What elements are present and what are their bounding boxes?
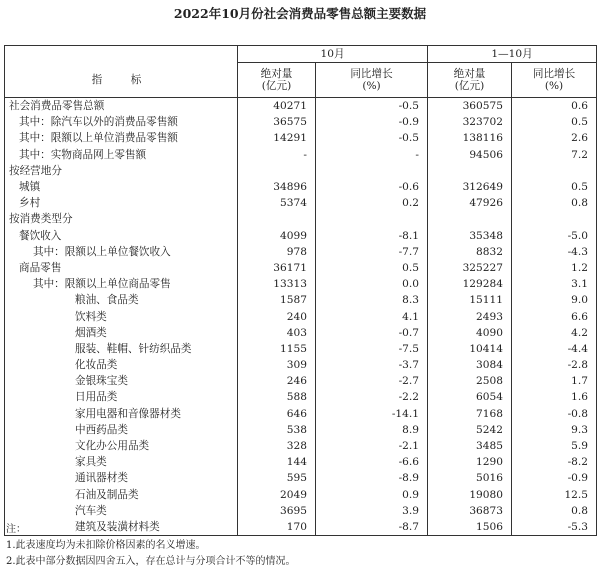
ytd-abs-value: 7168 bbox=[428, 406, 512, 422]
indicator-header-top bbox=[5, 46, 238, 63]
oct-abs-value: 36575 bbox=[238, 114, 316, 130]
ytd-yoy-value: 1.2 bbox=[512, 260, 597, 276]
ytd-abs-value: 2493 bbox=[428, 308, 512, 324]
oct-abs-value: 14291 bbox=[238, 130, 316, 146]
row-label: 金银珠宝类 bbox=[5, 373, 238, 389]
oct-yoy-value bbox=[316, 163, 428, 179]
table-title: 2022年10月份社会消费品零售总额主要数据 bbox=[173, 6, 427, 21]
table-row bbox=[5, 228, 597, 244]
oct-abs-value: 40271 bbox=[238, 98, 316, 115]
header-ytd-yoy: 同比增长 (%) bbox=[512, 63, 597, 98]
oct-abs-value: 2049 bbox=[238, 487, 316, 503]
table-row bbox=[5, 195, 597, 211]
ytd-yoy-value: 0.8 bbox=[512, 195, 597, 211]
row-label: 饮料类 bbox=[5, 308, 238, 324]
notes-heading: 注： bbox=[6, 524, 26, 535]
row-label: 文化办公用品类 bbox=[5, 438, 238, 454]
oct-yoy-value: - bbox=[316, 147, 428, 163]
oct-yoy-value: -0.6 bbox=[316, 179, 428, 195]
row-label: 按消费类型分 bbox=[5, 211, 238, 227]
ytd-abs-value: 3084 bbox=[428, 357, 512, 373]
ytd-yoy-value: 3.1 bbox=[512, 276, 597, 292]
row-label: 家具类 bbox=[5, 454, 238, 470]
ytd-abs-value: 2508 bbox=[428, 373, 512, 389]
table-row bbox=[5, 98, 597, 115]
ytd-abs-value: 36873 bbox=[428, 503, 512, 519]
oct-abs-value: 1587 bbox=[238, 292, 316, 308]
oct-yoy-value: 0.2 bbox=[316, 195, 428, 211]
table-row bbox=[5, 147, 597, 163]
ytd-yoy-value: 6.6 bbox=[512, 308, 597, 324]
ytd-abs-value: 5016 bbox=[428, 470, 512, 486]
table-row bbox=[5, 292, 597, 308]
ytd-abs-value: 312649 bbox=[428, 179, 512, 195]
oct-abs-value: 538 bbox=[238, 422, 316, 438]
oct-abs-value: 34896 bbox=[238, 179, 316, 195]
ytd-abs-value: 3485 bbox=[428, 438, 512, 454]
table-row bbox=[5, 357, 597, 373]
ytd-yoy-value: -0.9 bbox=[512, 470, 597, 486]
row-label: 化妆品类 bbox=[5, 357, 238, 373]
table-row bbox=[5, 114, 597, 130]
ytd-abs-value: 15111 bbox=[428, 292, 512, 308]
ytd-abs-value: 129284 bbox=[428, 276, 512, 292]
ytd-yoy-value: -0.8 bbox=[512, 406, 597, 422]
ytd-yoy-value: 4.2 bbox=[512, 325, 597, 341]
ytd-abs-value: 1290 bbox=[428, 454, 512, 470]
ytd-yoy-value: -4.3 bbox=[512, 244, 597, 260]
header-ytd-abs: 绝对量 (亿元) bbox=[428, 63, 512, 98]
oct-abs-value: 403 bbox=[238, 325, 316, 341]
row-label: 家用电器和音像器材类 bbox=[5, 406, 238, 422]
table-row bbox=[5, 163, 597, 179]
row-label: 其中：限额以上单位餐饮收入 bbox=[5, 244, 238, 260]
row-label: 建筑及装潢材料类 bbox=[5, 519, 238, 536]
oct-abs-value: 240 bbox=[238, 308, 316, 324]
oct-yoy-value bbox=[316, 211, 428, 227]
oct-abs-value: 144 bbox=[238, 454, 316, 470]
oct-abs-value: 246 bbox=[238, 373, 316, 389]
indicator-header: 指 标 bbox=[5, 63, 238, 98]
oct-yoy-value: -6.6 bbox=[316, 454, 428, 470]
oct-abs-value: 588 bbox=[238, 389, 316, 405]
row-label: 商品零售 bbox=[5, 260, 238, 276]
oct-yoy-value: -2.1 bbox=[316, 438, 428, 454]
notes bbox=[6, 522, 296, 570]
ytd-abs-value: 94506 bbox=[428, 147, 512, 163]
oct-abs-value: 309 bbox=[238, 357, 316, 373]
oct-yoy-value: 8.9 bbox=[316, 422, 428, 438]
ytd-yoy-value: 9.0 bbox=[512, 292, 597, 308]
oct-yoy-value: 3.9 bbox=[316, 503, 428, 519]
table-row bbox=[5, 454, 597, 470]
row-label: 日用品类 bbox=[5, 389, 238, 405]
oct-abs-value: 328 bbox=[238, 438, 316, 454]
ytd-abs-value: 5242 bbox=[428, 422, 512, 438]
table-row bbox=[5, 260, 597, 276]
ytd-abs-value bbox=[428, 211, 512, 227]
oct-abs-value: 170 bbox=[238, 519, 316, 536]
oct-yoy-value: -0.7 bbox=[316, 325, 428, 341]
oct-yoy-value: -8.1 bbox=[316, 228, 428, 244]
ytd-yoy-value: 0.5 bbox=[512, 114, 597, 130]
oct-abs-value: 595 bbox=[238, 470, 316, 486]
ytd-yoy-value bbox=[512, 163, 597, 179]
note-2: 2.此表中部分数据因四舍五入，存在总计与分项合计不等的情况。 bbox=[6, 556, 296, 567]
oct-abs-value bbox=[238, 163, 316, 179]
oct-yoy-value: 0.0 bbox=[316, 276, 428, 292]
table-row bbox=[5, 389, 597, 405]
header-oct: 10月 bbox=[238, 46, 428, 63]
row-label: 其中：实物商品网上零售额 bbox=[5, 147, 238, 163]
oct-yoy-value: -7.7 bbox=[316, 244, 428, 260]
table-row bbox=[5, 244, 597, 260]
ytd-abs-value: 138116 bbox=[428, 130, 512, 146]
oct-abs-value: 36171 bbox=[238, 260, 316, 276]
oct-abs-value: 5374 bbox=[238, 195, 316, 211]
ytd-abs-value: 1506 bbox=[428, 519, 512, 536]
ytd-yoy-value bbox=[512, 211, 597, 227]
table-row bbox=[5, 373, 597, 389]
oct-abs-value: 3695 bbox=[238, 503, 316, 519]
oct-yoy-value: -14.1 bbox=[316, 406, 428, 422]
ytd-abs-value: 360575 bbox=[428, 98, 512, 115]
oct-yoy-value: 0.5 bbox=[316, 260, 428, 276]
ytd-abs-value: 19080 bbox=[428, 487, 512, 503]
note-1: 1.此表速度均为未扣除价格因素的名义增速。 bbox=[6, 540, 206, 551]
ytd-yoy-value: -5.0 bbox=[512, 228, 597, 244]
table-row bbox=[5, 341, 597, 357]
table-row bbox=[5, 503, 597, 519]
header-ytd: 1—10月 bbox=[428, 46, 597, 63]
table-row bbox=[5, 422, 597, 438]
ytd-yoy-value: 7.2 bbox=[512, 147, 597, 163]
row-label: 通讯器材类 bbox=[5, 470, 238, 486]
oct-yoy-value: 0.9 bbox=[316, 487, 428, 503]
table-row bbox=[5, 406, 597, 422]
table-row bbox=[5, 325, 597, 341]
ytd-yoy-value: -5.3 bbox=[512, 519, 597, 536]
ytd-yoy-value: 12.5 bbox=[512, 487, 597, 503]
oct-yoy-value: -3.7 bbox=[316, 357, 428, 373]
ytd-abs-value: 47926 bbox=[428, 195, 512, 211]
oct-yoy-value: -0.5 bbox=[316, 130, 428, 146]
oct-yoy-value: -0.5 bbox=[316, 98, 428, 115]
oct-abs-value: - bbox=[238, 147, 316, 163]
table-row bbox=[5, 211, 597, 227]
oct-abs-value: 13313 bbox=[238, 276, 316, 292]
ytd-abs-value: 8832 bbox=[428, 244, 512, 260]
ytd-yoy-value: 0.8 bbox=[512, 503, 597, 519]
ytd-yoy-value: 2.6 bbox=[512, 130, 597, 146]
header-oct-abs: 绝对量 (亿元) bbox=[238, 63, 316, 98]
oct-yoy-value: -7.5 bbox=[316, 341, 428, 357]
oct-yoy-value: 4.1 bbox=[316, 308, 428, 324]
oct-abs-value: 646 bbox=[238, 406, 316, 422]
row-label: 服装、鞋帽、针纺织品类 bbox=[5, 341, 238, 357]
ytd-yoy-value: -2.8 bbox=[512, 357, 597, 373]
ytd-abs-value: 10414 bbox=[428, 341, 512, 357]
ytd-abs-value: 323702 bbox=[428, 114, 512, 130]
table-row bbox=[5, 308, 597, 324]
ytd-yoy-value: 1.7 bbox=[512, 373, 597, 389]
ytd-yoy-value: 0.5 bbox=[512, 179, 597, 195]
header-oct-yoy: 同比增长 (%) bbox=[316, 63, 428, 98]
ytd-yoy-value: -4.4 bbox=[512, 341, 597, 357]
ytd-yoy-value: 1.6 bbox=[512, 389, 597, 405]
row-label: 烟酒类 bbox=[5, 325, 238, 341]
table-row bbox=[5, 130, 597, 146]
ytd-abs-value: 6054 bbox=[428, 389, 512, 405]
ytd-abs-value: 35348 bbox=[428, 228, 512, 244]
row-label: 其中：限额以上单位消费品零售额 bbox=[5, 130, 238, 146]
oct-yoy-value: -0.9 bbox=[316, 114, 428, 130]
oct-yoy-value: -8.7 bbox=[316, 519, 428, 536]
ytd-yoy-value: 9.3 bbox=[512, 422, 597, 438]
oct-abs-value: 978 bbox=[238, 244, 316, 260]
ytd-yoy-value: 0.6 bbox=[512, 98, 597, 115]
ytd-abs-value bbox=[428, 163, 512, 179]
row-label: 其中：限额以上单位商品零售 bbox=[5, 276, 238, 292]
oct-abs-value bbox=[238, 211, 316, 227]
table-row bbox=[5, 179, 597, 195]
oct-yoy-value: -2.7 bbox=[316, 373, 428, 389]
row-label: 乡村 bbox=[5, 195, 238, 211]
row-label: 城镇 bbox=[5, 179, 238, 195]
table-row bbox=[5, 438, 597, 454]
ytd-yoy-value: -8.2 bbox=[512, 454, 597, 470]
oct-yoy-value: -8.9 bbox=[316, 470, 428, 486]
row-label: 石油及制品类 bbox=[5, 487, 238, 503]
table-row bbox=[5, 276, 597, 292]
ytd-yoy-value: 5.9 bbox=[512, 438, 597, 454]
row-label: 汽车类 bbox=[5, 503, 238, 519]
table-row bbox=[5, 487, 597, 503]
ytd-abs-value: 4090 bbox=[428, 325, 512, 341]
table-row bbox=[5, 470, 597, 486]
ytd-abs-value: 325227 bbox=[428, 260, 512, 276]
oct-yoy-value: -2.2 bbox=[316, 389, 428, 405]
retail-sales-table bbox=[4, 45, 597, 536]
row-label: 粮油、食品类 bbox=[5, 292, 238, 308]
row-label: 餐饮收入 bbox=[5, 228, 238, 244]
oct-abs-value: 1155 bbox=[238, 341, 316, 357]
row-label: 社会消费品零售总额 bbox=[5, 98, 238, 115]
row-label: 按经营地分 bbox=[5, 163, 238, 179]
oct-yoy-value: 8.3 bbox=[316, 292, 428, 308]
row-label: 中西药品类 bbox=[5, 422, 238, 438]
oct-abs-value: 4099 bbox=[238, 228, 316, 244]
row-label: 其中：除汽车以外的消费品零售额 bbox=[5, 114, 238, 130]
